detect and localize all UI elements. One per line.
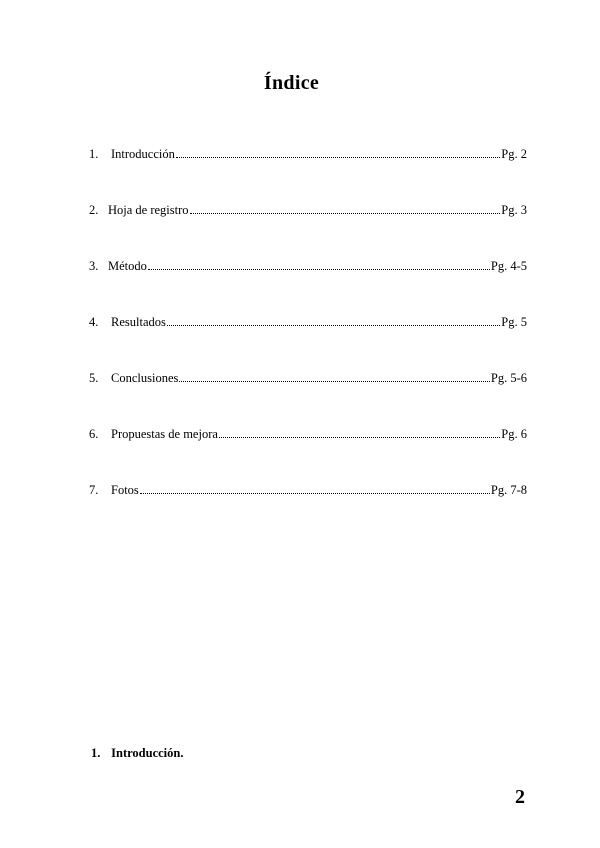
toc-dot-leader [176, 157, 500, 158]
toc-entry-page: Pg. 2 [501, 147, 527, 161]
toc-entry-conclusiones [89, 370, 527, 426]
toc-entry-number: 3. [89, 259, 99, 273]
toc-entry-title: Método [108, 259, 147, 273]
toc-dot-leader [148, 269, 490, 270]
toc-entry-number: 4. [89, 315, 99, 329]
toc-entry-metodo [89, 258, 527, 314]
section-heading-number: 1. [91, 746, 101, 760]
page-number: 2 [515, 786, 525, 808]
toc-dot-leader [179, 381, 490, 382]
toc-entry-number: 2. [89, 203, 99, 217]
toc-entry-title: Propuestas de mejora [111, 427, 218, 441]
toc-entry-title: Fotos [111, 483, 139, 497]
toc-dot-leader [167, 325, 500, 326]
toc-entry-number: 5. [89, 371, 99, 385]
toc-entry-propuestas-de-mejora [89, 426, 527, 482]
toc-entry-page: Pg. 5-6 [490, 371, 527, 385]
toc-entry-introduccion [89, 146, 527, 202]
table-of-contents [89, 146, 527, 538]
toc-entry-page: Pg. 6 [501, 427, 527, 441]
toc-entry-title: Introducción [111, 147, 175, 161]
toc-entry-page: Pg. 7-8 [490, 483, 527, 497]
toc-entry-title: Resultados [111, 315, 166, 329]
section-heading-title: Introducción. [111, 746, 184, 760]
toc-dot-leader [140, 493, 490, 494]
toc-entry-page: Pg. 4-5 [490, 259, 527, 273]
toc-entry-number: 6. [89, 427, 99, 441]
toc-entry-hoja-de-registro [89, 202, 527, 258]
section-heading [91, 746, 183, 761]
toc-entry-title: Hoja de registro [108, 203, 189, 217]
toc-entry-page: Pg. 3 [501, 203, 527, 217]
toc-entry-resultados [89, 314, 527, 370]
toc-dot-leader [190, 213, 501, 214]
toc-entry-number: 1. [89, 147, 99, 161]
toc-entry-number: 7. [89, 483, 99, 497]
toc-entry-title: Conclusiones [111, 371, 179, 385]
toc-entry-page: Pg. 5 [501, 315, 527, 329]
page-title: Índice [263, 72, 320, 94]
toc-entry-fotos [89, 482, 527, 538]
toc-dot-leader [219, 437, 500, 438]
